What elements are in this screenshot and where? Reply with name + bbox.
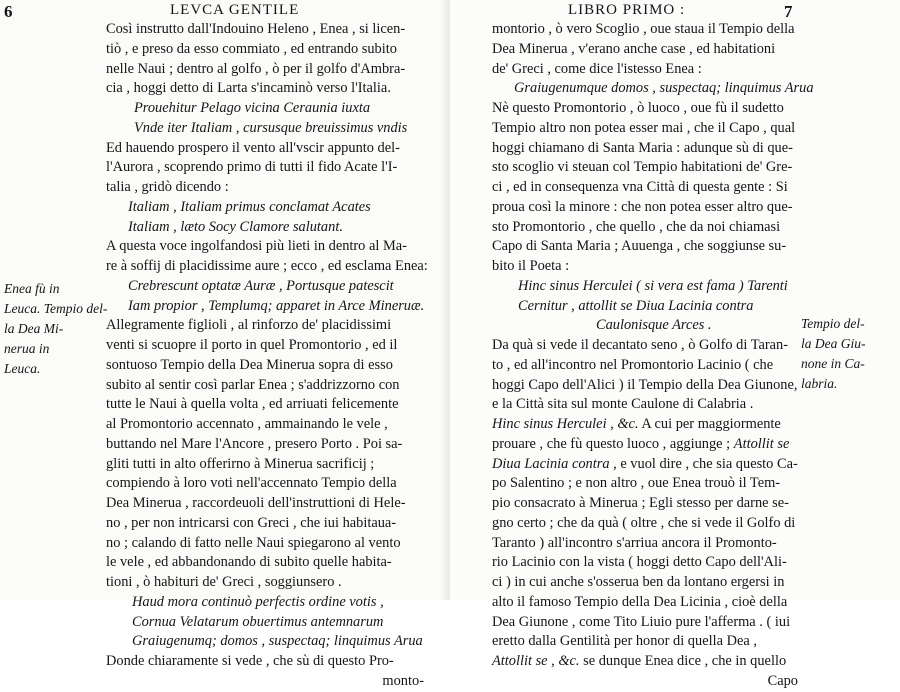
text-line: pio consacrato à Minerua ; Egli stesso per darne se- xyxy=(492,495,789,511)
margin-note-line: la Dea Giu- xyxy=(801,336,866,351)
text-line: Graiugenumque domos , suspectaq; linquimus Arua xyxy=(514,80,814,97)
text-line: sto Promontorio , che quello , che da noi chiamasi xyxy=(492,218,781,235)
text-line: alto il famoso Tempio della Dea Licinia , cioè della xyxy=(492,593,788,610)
text-line: Dea Minerua , raccordeuoli dell'instruttioni di Hele- xyxy=(106,495,406,511)
text-line: ci ) in cui anche s'osserua ben da lontano ergersi in xyxy=(492,574,785,590)
text-line: al Promontorio accennato , ammainando le vele , xyxy=(106,416,388,432)
text-line: gno certo ; che da quà ( oltre , che si vede il Golfo di xyxy=(492,514,796,531)
text-line: Caulonisque Arces . xyxy=(596,317,712,334)
margin-note-line: Tempio del- xyxy=(801,316,865,331)
text-line: tioni , ò habituri de' Greci , soggiunsero . xyxy=(106,574,342,590)
text-line: hoggi Capo dell'Alici ) il Tempio della Dea Giunone, xyxy=(492,376,798,393)
text-line: buttando nel Mare l'Ancore , presero Porto . Poi sa- xyxy=(106,435,403,452)
running-head-left: LEVCA GENTILE xyxy=(170,2,300,18)
text-line: gliti tutti in alto offerirno à Minerua sacrificij ; xyxy=(106,455,375,472)
text-line: Italiam , Italiam primus conclamat Acates xyxy=(128,198,371,215)
text-line: tutte le Naui à quella volta , ed arriuati felicemente xyxy=(106,396,399,413)
text-line: no ; calando di fatto nelle Naui spiegarono al vento xyxy=(106,534,401,551)
text-line: bito il Poeta : xyxy=(492,258,570,274)
text-line: ci , ed in consequenza vna Città di questa gente : Si xyxy=(492,179,788,195)
text-line: tiò , e preso da esso commiato , ed entrando subito xyxy=(106,40,397,57)
left-margin-note xyxy=(4,279,107,379)
roman-span: A cui per maggiormente xyxy=(638,416,781,432)
text-line: montorio , ò vero Scoglio , oue staua il Tempio della xyxy=(492,21,795,37)
page-number-right: 7 xyxy=(784,2,793,21)
text-line: A questa voce ingolfandosi più lieti in dentro al Ma- xyxy=(106,238,407,255)
text-line: Graiugenumq; domos , suspectaq; linquimus Arua xyxy=(132,633,423,650)
text-line: to , ed all'incontro nel Promontorio Lacinio ( che xyxy=(492,356,774,373)
text-line: talia , gridò dicendo : xyxy=(106,179,229,195)
text-line: Nè questo Promontorio , ò luoco , oue fù il sudetto xyxy=(492,100,784,116)
right-body-text xyxy=(492,20,814,692)
roman-span: e vuol dire , che sia questo Ca- xyxy=(616,455,798,472)
text-line: Donde chiaramente si vede , che sù di questo Pro- xyxy=(106,653,394,669)
roman-span: prouare , che fù questo luoco , aggiunge ; xyxy=(492,435,734,452)
italic-span: Diua Lacinia contra , xyxy=(492,455,617,472)
right-page xyxy=(450,0,900,689)
text-line: Capo di Santa Maria ; Auuenga , che soggiunse su- xyxy=(492,238,787,255)
text-line: Capo xyxy=(767,672,798,689)
text-line: subito al sentir così parlar Enea ; s'addrizzorno con xyxy=(106,376,400,393)
text-line: Dea Giunone , come Tito Liuio pure l'afferma . ( iui xyxy=(492,613,791,630)
margin-note-line: labria. xyxy=(801,376,838,391)
text-line: Dea Minerua , v'erano anche case , ed habitationi xyxy=(492,40,776,57)
italic-span: Attollit se xyxy=(733,435,790,452)
text-line xyxy=(492,435,798,455)
text-line: cia , hoggi detto di Larta s'incaminò verso l'Italia. xyxy=(106,80,391,97)
margin-note-line: la Dea Mi- xyxy=(4,321,64,336)
text-line: Allegramente figlioli , al rinforzo de' placidissimi xyxy=(106,317,392,334)
running-head-right: LIBRO PRIMO : xyxy=(568,2,686,18)
text-line: eretto dalla Gentilità per honor di quella Dea , xyxy=(492,633,757,650)
margin-note-line: none in Ca- xyxy=(801,356,865,371)
text-line: sontuoso Tempio della Dea Minerua sopra di esso xyxy=(106,356,393,373)
text-line: sto scoglio vi steuan col Tempio habitationi de' Gre- xyxy=(492,159,793,176)
left-body-text xyxy=(106,20,428,692)
margin-note-line: nerua in xyxy=(4,341,50,356)
page-number-left: 6 xyxy=(4,2,13,21)
margin-note-line: Leuca. Tempio del- xyxy=(4,301,108,316)
text-line: Vnde iter Italiam , cursusque breuissimus vndis xyxy=(134,119,408,136)
text-line: Ed hauendo prospero il vento all'vscir appunto del- xyxy=(106,139,400,156)
text-line: Così instrutto dall'Indouino Heleno , Enea , si licen- xyxy=(106,21,406,37)
italic-span: Hinc sinus Herculei , &c. xyxy=(492,416,639,432)
text-line: Prouehitur Pelago vicina Ceraunia iuxta xyxy=(134,100,371,116)
text-line: proua così la minore : che non potea esser altro que- xyxy=(492,198,793,215)
text-line: no , per non intricarsi con Greci , che iui habitaua- xyxy=(106,514,397,531)
roman-span: se dunque Enea dice , che in quello xyxy=(579,653,787,669)
text-line: l'Aurora , scoprendo primo di tutti il fido Acate l'I- xyxy=(106,159,398,176)
text-line xyxy=(492,455,798,475)
text-line: Cernitur , attollit se Diua Lacinia contra xyxy=(518,297,754,314)
text-line: re à soffij di placidissime aure ; ecco , ed esclama Enea: xyxy=(106,258,428,274)
text-line: Cornua Velatarum obuertimus antemnarum xyxy=(132,613,384,630)
text-line: Hinc sinus Herculei ( si vera est fama ) Tarenti xyxy=(518,277,788,294)
text-line: Crebrescunt optatæ Auræ , Portusque patescit xyxy=(128,277,394,294)
text-line: e la Città sita sul monte Caulone di Calabria . xyxy=(492,396,754,413)
text-line: Haud mora continuò perfectis ordine votis , xyxy=(132,593,384,610)
right-margin-note xyxy=(801,314,866,394)
text-line: hoggi chiamano di Santa Maria : adunque sù di que- xyxy=(492,139,793,156)
italic-span: Attollit se , &c. xyxy=(492,653,580,669)
text-line: po Salentino ; e non altro , oue Enea trouò il Tem- xyxy=(492,475,781,492)
left-page xyxy=(0,0,450,689)
text-line: Taranto ) all'incontro s'arriua ancora il Promonto- xyxy=(492,534,777,551)
text-line: Tempio altro non potea esser mai , che il Capo , qual xyxy=(492,119,796,136)
text-line: rio Lacinio con la vista ( hoggi detto Capo dell'Ali- xyxy=(492,554,787,571)
text-line xyxy=(492,415,798,435)
text-line: Italiam , læto Socy Clamore salutant. xyxy=(128,218,343,235)
text-line: Iam propior , Templumq; apparet in Arce Mineruæ. xyxy=(128,297,425,314)
text-line: nelle Naui ; dentro al golfo , ò per il golfo d'Ambra- xyxy=(106,60,406,77)
text-line: Da quà si vede il decantato seno , ò Golfo di Taran- xyxy=(492,337,789,353)
text-line: monto- xyxy=(382,672,424,689)
text-line xyxy=(492,652,798,672)
text-line: le vele , ed abbandonando di subito quelle habita- xyxy=(106,554,392,571)
margin-note-line: Leuca. xyxy=(4,361,41,376)
margin-note-line: Enea fù in xyxy=(4,281,60,296)
text-line: de' Greci , come dice l'istesso Enea : xyxy=(492,60,702,77)
text-line: compiendo à loro voti nell'accennato Tempio della xyxy=(106,475,397,492)
text-line: venti si scuopre il porto in quel Promontorio , ed il xyxy=(106,337,398,353)
